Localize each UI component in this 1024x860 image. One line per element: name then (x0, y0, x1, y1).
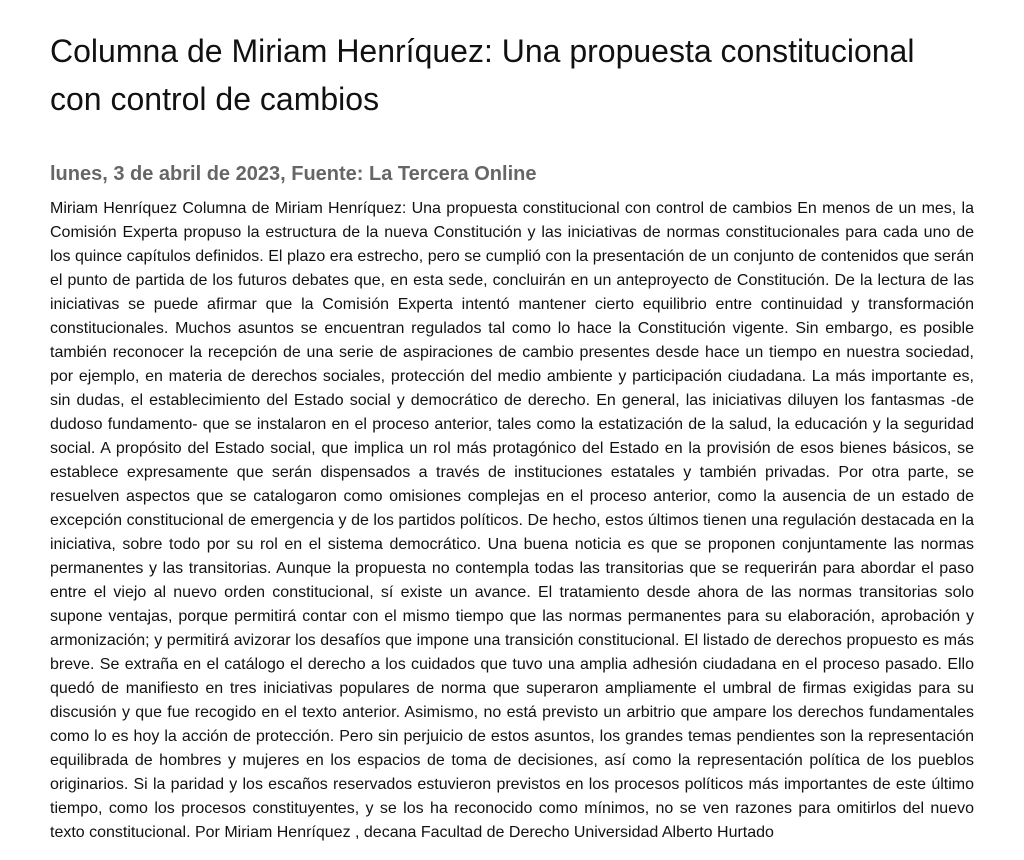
article-title: Columna de Miriam Henríquez: Una propuesta constitucional con control de cambios (50, 33, 915, 117)
article-body: Miriam Henríquez Columna de Miriam Henríquez: Una propuesta constitucional con control de cambios En menos de un mes, la Comisión Experta propuso la estructura de la nueva Constitución y las iniciativas de normas constitucionales para cada uno de los quince capítulos definidos. El plazo era estrecho, pero se cumplió con la presentación de un conjunto de contenidos que serán el punto de partida de los futuros debates que, en esta sede, concluirán en un anteproyecto de Constitución. De la lectura de las iniciativas se puede afirmar que la Comisión Experta intentó mantener cierto equilibrio entre continuidad y transformación constitucionales. Muchos asuntos se encuentran regulados tal como lo hace la Constitución vigente. Sin embargo, es posible también reconocer la recepción de una serie de aspiraciones de cambio presentes desde hace un tiempo en nuestra sociedad, por ejemplo, en materia de derechos sociales, protección del medio ambiente y participación ciudadana. La más importante es, sin dudas, el establecimiento del Estado social y democrático de derecho. En general, las iniciativas diluyen los fantasmas -de dudoso fundamento- que se instalaron en el proceso anterior, tales como la estatización de la salud, la educación y la seguridad social. A propósito del Estado social, que implica un rol más protagónico del Estado en la provisión de esos bienes básicos, se establece expresamente que serán dispensados a través de instituciones estatales y también privadas. Por otra parte, se resuelven aspectos que se catalogaron como omisiones complejas en el proceso anterior, como la ausencia de un estado de excepción constitucional de emergencia y de los partidos políticos. De hecho, estos últimos tienen una regulación destacada en la iniciativa, sobre todo por su rol en el sistema democrático. Una buena noticia es que se proponen conjuntamente las normas permanentes y las transitorias. Aunque la propuesta no contempla todas las transitorias que se requerirán para abordar el paso entre el viejo al nuevo orden constitucional, sí existe un avance. El tratamiento desde ahora de las normas transitorias solo supone ventajas, porque permitirá contar con el mismo tiempo que las normas permanentes para su elaboración, aprobación y armonización; y permitirá avizorar los desafíos que impone una transición constitucional. El listado de derechos propuesto es más breve. Se extraña en el catálogo el derecho a los cuidados que tuvo una amplia adhesión ciudadana en el proceso pasado. Ello quedó de manifiesto en tres iniciativas populares de norma que superaron ampliamente el umbral de firmas exigidas para su discusión y que fue recogido en el texto anterior. Asimismo, no está previsto un arbitrio que ampare los derechos fundamentales como lo es hoy la acción de protección. Pero sin perjuicio de estos asuntos, los grandes temas pendientes son la representación equilibrada de hombres y mujeres en los espacios de toma de decisiones, así como la representación política de los pueblos originarios. Si la paridad y los escaños reservados estuvieron previstos en los procesos políticos más importantes de este último tiempo, como los procesos constituyentes, y se los ha reconocido como mínimos, no se ven razones para omitirlos del nuevo texto constitucional. Por Miriam Henríquez , decana Facultad de Derecho Universidad Alberto Hurtado (50, 200, 974, 841)
article-date-source: lunes, 3 de abril de 2023, Fuente: La Tercera Online (50, 163, 537, 185)
